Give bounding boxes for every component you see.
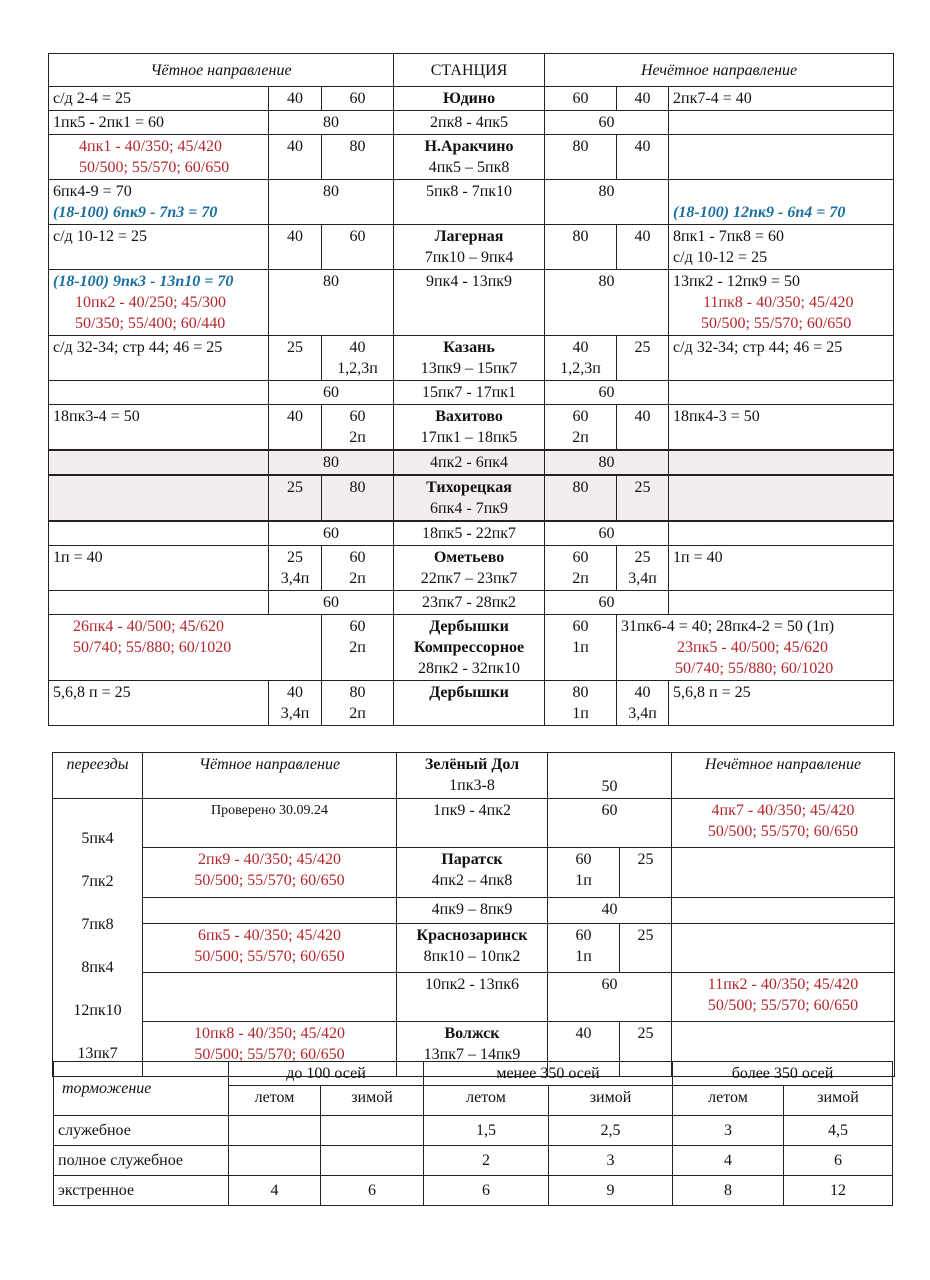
crossings-header: переезды [53,753,143,799]
table-cell: 8 [673,1176,784,1206]
station-cell [394,475,545,521]
speed: 40 [269,405,322,451]
speed: 60 2п [322,546,394,591]
speed: 60 2п [545,546,617,591]
speed: 60 [548,973,672,1022]
table-row [53,973,895,1022]
group-header: менее 350 осей [424,1062,673,1086]
stretch: 23пк7 - 28пк2 [394,591,545,615]
station-name: Ометьево [433,549,505,566]
station-cell [394,336,545,381]
table-cell [229,1116,321,1146]
even-direction-header: Чётное направление [49,54,394,87]
even-note: 5,6,8 п = 25 [49,681,269,726]
station-cell [397,753,548,799]
table-cell: 1,5 [424,1116,549,1146]
braking-label: торможение [54,1062,229,1116]
speed: 60 [269,591,394,615]
even-note: 6пк4-9 = 70 (18-100) 6пк9 - 7п3 = 70 [49,180,269,225]
stretch: 1пк9 - 4пк2 [397,799,548,848]
group-header: до 100 осей [229,1062,424,1086]
odd-note: (18-100) 12пк9 - 6п4 = 70 [669,180,894,225]
table-row [49,591,894,615]
table-cell: 6 [424,1176,549,1206]
crossing: 12пк10 [73,1002,122,1019]
speed: 40 1,2,3п [545,336,617,381]
odd-note: 18пк4-3 = 50 [669,405,894,451]
odd-note: 5,6,8 п = 25 [669,681,894,726]
even-note: (18-100) 9пк3 - 13п10 = 70 10пк2 - 40/250; 45/300 50/350; 55/400; 60/440 [49,270,269,336]
station-name: Краснозаринск [416,926,528,944]
winter-header: зимой [784,1086,893,1116]
speed: 60 2п [322,615,394,681]
station-name: Волжск [444,1025,500,1043]
speed: 40 [617,87,669,111]
speed: 40 3,4п [617,681,669,726]
stretch: 9пк4 - 13пк9 [394,270,545,336]
speed: 80 [545,270,669,336]
odd-note: 4пк7 - 40/350; 45/420 50/500; 55/570; 60/650 [672,799,895,848]
speed: 40 [617,225,669,270]
speed: 60 [548,799,672,848]
speed: 80 [322,135,394,180]
speed: 25 [617,475,669,521]
table-cell [321,1146,424,1176]
table-row [49,475,894,521]
station-name: Юдино [394,87,545,111]
stretch: 28пк2 - 32пк10 [418,660,521,677]
odd-note: с/д 32-34; стр 44; 46 = 25 [669,336,894,381]
speed: 40 [617,405,669,451]
braking-type: служебное [54,1116,229,1146]
even-note: с/д 32-34; стр 44; 46 = 25 [49,336,269,381]
speed: 80 [269,450,394,475]
table-row [53,897,895,923]
speed: 40 [269,135,322,180]
even-note: 4пк1 - 40/350; 45/420 50/500; 55/570; 60/650 [49,135,269,180]
winter-header: зимой [549,1086,673,1116]
stretch: 2пк8 - 4пк5 [394,111,545,135]
speed: 60 1п [545,615,617,681]
odd-note: 8пк1 - 7пк8 = 60 с/д 10-12 = 25 [669,225,894,270]
stretch: 18пк5 - 22пк7 [394,521,545,546]
stretch: 4пк9 – 8пк9 [397,897,548,923]
table-row [49,450,894,475]
even-note: с/д 2-4 = 25 [49,87,269,111]
station-name: Тихорецкая [426,479,512,496]
speed: 80 [545,180,669,225]
table-cell [321,1116,424,1146]
speed: 80 [269,111,394,135]
stretch: 4пк5 – 5пк8 [428,159,510,176]
station-cell [394,615,545,681]
station-name: Вахитово [435,408,503,425]
station-name: Зелёный Дол [424,756,520,773]
table-cell: 9 [549,1176,673,1206]
table-row [49,381,894,405]
speed: 80 [545,450,669,475]
speed: 60 2п [545,405,617,451]
table-row [49,135,894,180]
even-note: 10пк8 - 40/350; 45/420 50/500; 55/570; 60/650 [143,1022,397,1077]
station-name: Компрессорное [413,639,525,656]
header-row [53,753,895,799]
station-header: СТАНЦИЯ [394,54,545,87]
speed: 40 [617,135,669,180]
speed: 25 [269,336,322,381]
table-cell: 12 [784,1176,893,1206]
speed: 60 [545,111,669,135]
station-name: Н.Аракчино [424,138,514,155]
odd-note: 11пк2 - 40/350; 45/420 50/500; 55/570; 60/650 [672,973,895,1022]
station-name: Паратск [441,851,503,869]
speed: 60 [269,521,394,546]
speed: 40 [269,225,322,270]
odd-direction-header: Нечётное направление [545,54,894,87]
speed: 25 [620,923,672,972]
table-cell: 4 [229,1176,321,1206]
table-cell [229,1146,321,1176]
station-name: Лагерная [434,228,504,245]
crossing: 7пк2 [81,873,114,890]
speed: 60 [545,381,669,405]
stretch: 8пк10 – 10пк2 [423,947,521,965]
even-note: 1п = 40 [49,546,269,591]
speed: 50 [548,753,672,799]
odd-note: 1п = 40 [669,546,894,591]
speed: 25 [269,475,322,521]
station-cell [397,923,548,972]
speed: 40 [269,87,322,111]
group-header: более 350 осей [673,1062,893,1086]
table-row [54,1176,893,1206]
station-cell [394,225,545,270]
station-cell [394,405,545,451]
station-name: Дербышки [394,681,545,726]
table-cell: 6 [784,1146,893,1176]
stretch: 5пк8 - 7пк10 [394,180,545,225]
table-cell: 3 [673,1116,784,1146]
crossing: 7пк8 [81,916,114,933]
table-row [49,405,894,451]
table-row [49,615,894,681]
even-direction-header: Чётное направление [143,753,397,799]
table-row [49,225,894,270]
speed: 60 [322,87,394,111]
table-cell: 3 [549,1146,673,1176]
odd-note: 2пк7-4 = 40 [669,87,894,111]
table-cell: 4 [673,1146,784,1176]
stretch: 1пк3-8 [449,777,495,794]
crossing: 8пк4 [81,959,114,976]
crossing: 5пк4 [81,830,114,847]
table-row [49,336,894,381]
speed: 60 [545,521,669,546]
speed: 80 1п [545,681,617,726]
table-row [49,87,894,111]
speed: 80 [269,270,394,336]
speed: 25 3,4п [617,546,669,591]
speed: 40 [548,897,672,923]
stretch: 22пк7 – 23пк7 [420,570,518,587]
table-row [49,521,894,546]
speed: 60 [269,381,394,405]
speed: 60 1п [548,848,620,897]
station-speed-table [48,53,894,726]
odd-note: 31пк6-4 = 40; 28пк4-2 = 50 (1п) 23пк5 - 40/500; 45/620 50/740; 55/880; 60/1020 [617,615,894,681]
speed: 80 [545,225,617,270]
even-note: 2пк9 - 40/350; 45/420 50/500; 55/570; 60/650 [143,848,397,897]
stretch: 17пк1 – 18пк5 [420,429,518,446]
speed: 25 [620,1022,672,1077]
braking-type: экстренное [54,1176,229,1206]
table-row [53,799,895,848]
stretch: 15пк7 - 17пк1 [394,381,545,405]
header-row [49,54,894,87]
odd-note: 13пк2 - 12пк9 = 50 11пк8 - 40/350; 45/420 50/500; 55/570; 60/650 [669,270,894,336]
speed: 25 [620,848,672,897]
table-row [54,1146,893,1176]
stretch: 4пк2 - 6пк4 [394,450,545,475]
odd-direction-header: Нечётное направление [672,753,895,799]
station-cell [397,848,548,897]
speed: 80 [545,475,617,521]
winter-header: зимой [321,1086,424,1116]
speed: 40 3,4п [269,681,322,726]
table-cell: 6 [321,1176,424,1206]
speed: 25 3,4п [269,546,322,591]
table-row [53,848,895,897]
speed: 40 [548,1022,620,1077]
station-cell [394,546,545,591]
table-row [49,270,894,336]
table-row [49,681,894,726]
even-note: 18пк3-4 = 50 [49,405,269,451]
table-row [49,180,894,225]
speed: 80 2п [322,681,394,726]
table-cell: 2,5 [549,1116,673,1146]
stretch: 10пк2 - 13пк6 [397,973,548,1022]
speed: 80 [269,180,394,225]
station-cell [394,135,545,180]
summer-header: летом [673,1086,784,1116]
table-row [53,923,895,972]
even-note: 26пк4 - 40/500; 45/620 50/740; 55/880; 60/1020 [49,615,322,681]
summer-header: летом [424,1086,549,1116]
table-row [49,111,894,135]
braking-type: полное служебное [54,1146,229,1176]
table-cell: 4,5 [784,1116,893,1146]
speed: 60 [545,87,617,111]
even-note: с/д 10-12 = 25 [49,225,269,270]
crossings-list [53,799,143,1077]
stretch: 13пк9 – 15пк7 [420,360,518,377]
speed: 60 1п [548,923,620,972]
even-note: 1пк5 - 2пк1 = 60 [49,111,269,135]
summer-header: летом [229,1086,321,1116]
header-row [54,1062,893,1086]
speed: 80 [322,475,394,521]
station-name: Казань [443,339,495,356]
speed: 80 [545,135,617,180]
station-name: Дербышки [429,618,509,635]
stretch: 13пк7 – 14пк9 [423,1046,521,1064]
crossings-table [52,752,895,1077]
table-row [49,546,894,591]
speed: 60 [545,591,669,615]
even-note: 6пк5 - 40/350; 45/420 50/500; 55/570; 60/650 [143,923,397,972]
speed: 40 1,2,3п [322,336,394,381]
stretch: 7пк10 – 9пк4 [424,249,514,266]
stretch: 4пк2 – 4пк8 [431,872,513,890]
crossing: 13пк7 [77,1045,118,1062]
speed: 60 [322,225,394,270]
braking-table [53,1061,893,1206]
table-row [54,1116,893,1146]
speed: 25 [617,336,669,381]
stretch: 6пк4 - 7пк9 [430,500,509,517]
check-note: Проверено 30.09.24 [143,799,397,848]
table-cell: 2 [424,1146,549,1176]
speed: 60 2п [322,405,394,451]
